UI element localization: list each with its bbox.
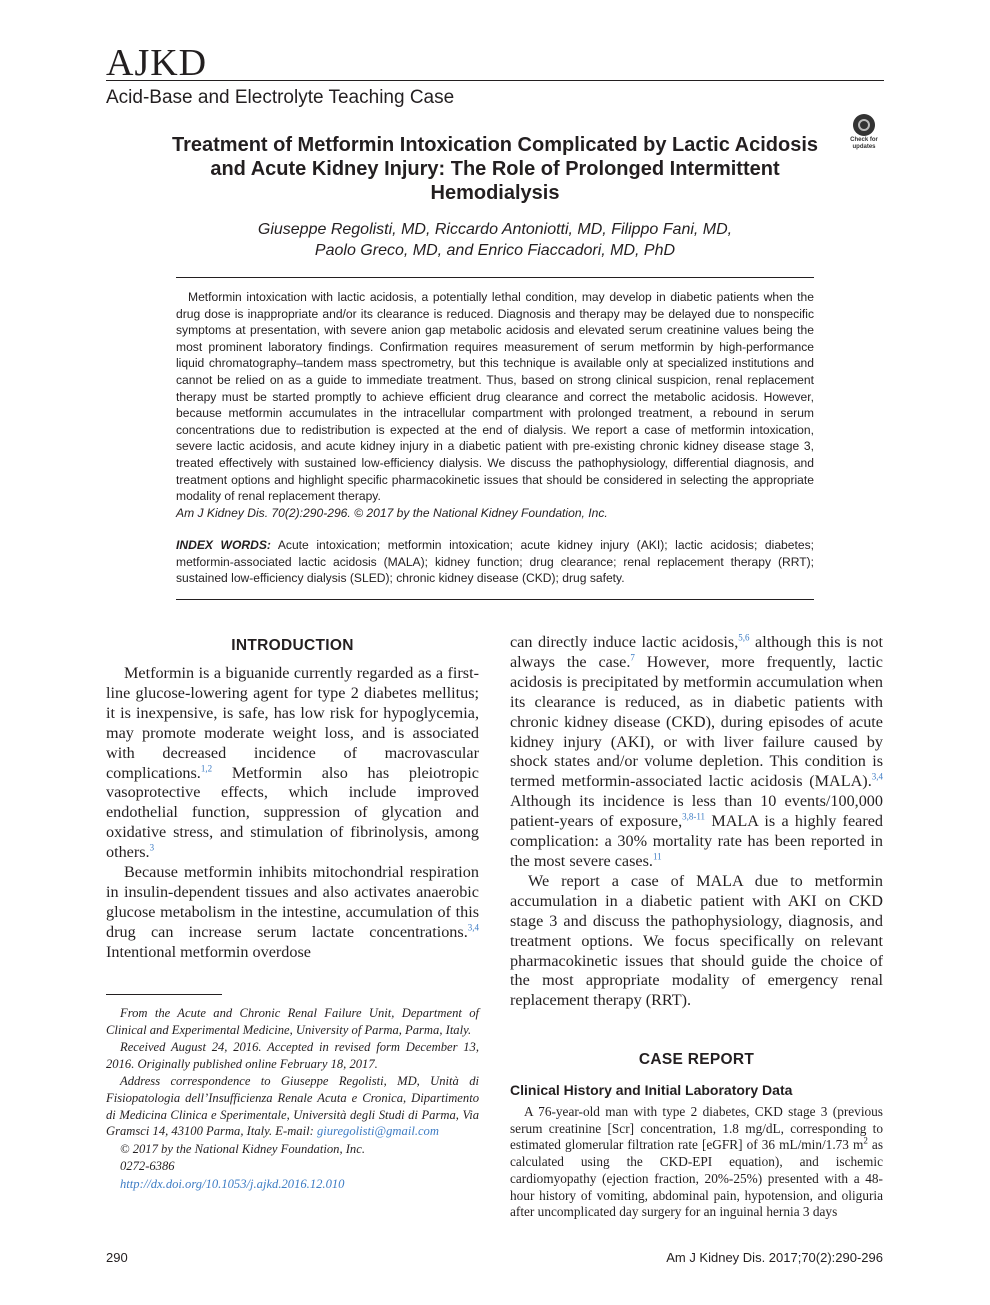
reference-link[interactable]: 5,6 <box>738 632 750 643</box>
correspondence-text: Address correspondence to Giuseppe Regolisti, MD, Unità di Fisiopatologia dell’Insufficienza Renale Acuta e Cronica, Dipartimento di Medicina Clinica e Sperimentale, Università degli Studi di Parma, Via Gramsci 14, 43100 Parma, Italy. E-mail: <box>106 1074 479 1139</box>
authors-line-1: Giuseppe Regolisti, MD, Riccardo Antoniotti, MD, Filippo Fani, MD, <box>257 221 733 238</box>
superscript-2: 2 <box>863 1135 868 1146</box>
email-link[interactable]: giuregolisti@gmail.com <box>316 1124 439 1139</box>
check-for-updates-badge[interactable] <box>845 114 883 154</box>
footnote-divider <box>106 994 222 995</box>
abstract-bottom-divider <box>176 599 814 600</box>
intro-p2-text-a: Because metformin inhibits mitochondrial respiration in insulin-dependent tissues and also activates anaerobic glucose metabolism in the intestine, accumulation of this drug can increase serum lactate concentrations. <box>106 863 479 941</box>
received-note: Received August 24, 2016. Accepted in revised form December 13, 2016. Originally published online February 18, 2017. <box>106 1040 479 1071</box>
issn-note: 0272-6386 <box>120 1159 175 1174</box>
citation-line: Am J Kidney Dis. 70(2):290-296. © 2017 by the National Kidney Foundation, Inc. <box>176 506 608 520</box>
journal-reference: Am J Kidney Dis. 2017;70(2):290-296 <box>666 1250 883 1265</box>
index-words <box>176 537 814 587</box>
intro-r1-text-c: However, more frequently, lactic acidosis is precipitated by metformin accumulation when its clearance is reduced, as in diabetic patients with chronic kidney disease (CKD), during episodes of acute kidney injury (AKI), or with liver failure caused by shock states and/or volume depletion. This condition is termed metformin-associated lactic acidosis (MALA). <box>510 652 883 791</box>
section-label: Acid-Base and Electrolyte Teaching Case <box>106 87 455 108</box>
journal-logo: AJKD <box>106 42 208 84</box>
page-number: 290 <box>106 1250 128 1265</box>
case-report-text <box>510 1104 883 1221</box>
intro-p1-text-b: Metformin also has pleiotropic vasoprotective effects, which include improved endothelial function, suppression of glycation and oxidative stress, and stimulation of fibrinolysis, among others. <box>106 763 479 862</box>
doi-link[interactable]: http://dx.doi.org/10.1053/j.ajkd.2016.12.010 <box>120 1176 345 1191</box>
copyright-note: © 2017 by the National Kidney Foundation, Inc. <box>120 1141 365 1156</box>
intro-paragraph-4: We report a case of MALA due to metformin accumulation in a diabetic patient with AKI on CKD stage 3 and discuss the pathophysiology, diagnosis, and treatment options. We focus specifically on relevant pharmacokinetic issues that should guide the choice of the most appropriate modality of emergency renal replacement therapy (RRT). <box>510 871 883 1010</box>
introduction-heading: INTRODUCTION <box>231 637 354 654</box>
reference-link[interactable]: 3,4 <box>871 771 883 782</box>
intro-paragraph-2 <box>106 863 479 963</box>
reference-link[interactable]: 1,2 <box>200 763 213 774</box>
crossmark-icon <box>853 114 875 136</box>
correspondence-note <box>106 1073 479 1139</box>
index-words-list: Acute intoxication; metformin intoxication; acute kidney injury (AKI); lactic acidosis; diabetes; metformin-associated lactic acidosis (MALA); kidney function; drug clearance; renal replacement therapy (RRT); sustained low-efficiency dialysis (SLED); chronic kidney disease (CKD); drug safety. <box>176 538 814 586</box>
header-divider <box>106 80 884 81</box>
case-report-heading: CASE REPORT <box>638 1051 755 1068</box>
doi-note <box>106 1176 479 1193</box>
introduction-right-column <box>510 633 883 1011</box>
abstract-top-divider <box>176 277 814 278</box>
author-list <box>160 219 830 261</box>
intro-r1-text-a: can directly induce lactic acidosis, <box>510 633 739 651</box>
case-text-a: A 76-year-old man with type 2 diabetes, CKD stage 3 (previous serum creatinine [Scr] concentration, 1.8 mg/dL, corresponding to estimated glomerular filtration rate [eGFR] of 36 mL/min/1.73 m <box>510 1104 883 1153</box>
abstract-text: Metformin intoxication with lactic acidosis, a potentially lethal condition, may develop in diabetic patients when the drug dose is inappropriate and/or its clearance is reduced. Diagnosis and therapy may be delayed due to nonspecific symptoms at presentation, with severe anion gap metabolic acidosis and elevated serum creatinine values being the most prominent laboratory findings. Confirmation requires measurement of serum metformin by high-performance liquid chromatography–tandem mass spectrometry, but this technique is available only at specialized institutions and cannot be relied on as a guide to immediate treatment. Thus, based on strong clinical suspicion, renal replacement therapy must be started promptly to achieve efficient drug clearance and correct the metabolic acidosis. However, because metformin accumulates in the intracellular compartment with prolonged treatment, a rebound in serum concentrations due to redistribution is expected at the end of dialysis. We report a case of metformin intoxication, severe lactic acidosis, and acute kidney injury in a diabetic patient with pre-existing chronic kidney disease stage 3, treated effectively with sustained low-efficiency dialysis. We discuss the pathophysiology, differential diagnosis, and treatment options and highlight specific pharmacokinetic issues that should be considered in selecting the appropriate modality of renal replacement therapy. <box>176 290 814 504</box>
authors-line-2: Paolo Greco, MD, and Enrico Fiaccadori, MD, PhD <box>314 242 676 259</box>
reference-link[interactable]: 11 <box>652 851 662 862</box>
introduction-left-column <box>106 664 479 963</box>
reference-link[interactable]: 3,4 <box>467 922 479 933</box>
article-title: Treatment of Metformin Intoxication Complicated by Lactic Acidosis and Acute Kidney Injury: The Role of Prolonged Intermittent Hemodialysis <box>171 134 819 204</box>
intro-paragraph-1 <box>106 664 479 863</box>
footnotes <box>106 1005 479 1194</box>
index-words-label: INDEX WORDS: <box>176 538 271 552</box>
case-text-b: as calculated using the CKD-EPI equation), and ischemic cardiomyopathy (ejection fraction, 20%-25%) presented with a 48-hour history of vomiting, abdominal pain, hypotension, and oliguria after uncomplicated day surgery for an inguinal hernia 3 days <box>510 1137 883 1220</box>
intro-paragraph-continued <box>510 633 883 872</box>
affiliation-note: From the Acute and Chronic Renal Failure Unit, Department of Clinical and Experimental Medicine, University of Parma, Parma, Italy. <box>106 1006 479 1037</box>
case-paragraph-1 <box>510 1104 883 1221</box>
intro-p1-text-a: Metformin is a biguanide currently regarded as a first-line glucose-lowering agent for type 2 diabetes mellitus; it is inexpensive, is safe, has low risk for hypoglycemia, may promote moderate weight loss, and is associated with decreased incidence of macrovascular complications. <box>106 664 479 782</box>
reference-link[interactable]: 7 <box>630 652 635 663</box>
intro-r1-text-e: MALA is a highly feared complication: a 30% mortality rate has been reported in the most severe cases. <box>510 812 883 870</box>
intro-p2-text-b: Intentional metformin overdose <box>106 942 311 961</box>
reference-link[interactable]: 3 <box>149 842 155 853</box>
clinical-history-subheading: Clinical History and Initial Laboratory Data <box>510 1082 793 1098</box>
reference-link[interactable]: 3,8-11 <box>682 811 706 822</box>
intro-r1-text-d: Although its incidence is less than 10 events/100,000 patient-years of exposure, <box>510 792 883 831</box>
crossmark-label: Check for updates <box>850 137 878 150</box>
intro-r1-text-b: although this is not always the case. <box>510 633 883 671</box>
